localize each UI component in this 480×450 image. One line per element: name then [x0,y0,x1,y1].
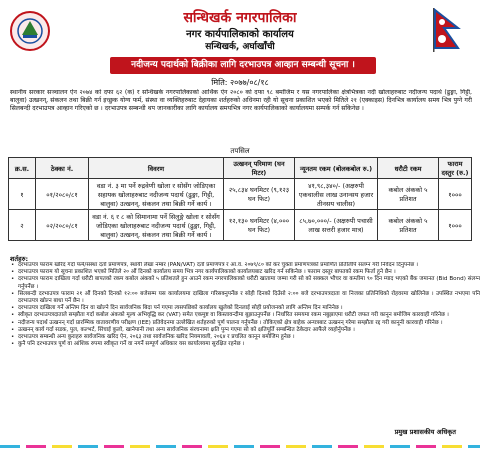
notice-date: मिति: २०७७/०८/१८ [211,78,269,87]
col-description: विवरण [89,158,224,179]
cell-description: वडा नं. ३ मा पर्ने रुद्रवेणी खोला र सोसँग जोडिएका सहायक खोलाहरुबाट नदीजन्य पदार्थ (ढुङ्गा, गिट्टी, बालुवा) उत्खनन्, संकलन तथा बिक्री गर्ने कार्य । [89,179,224,210]
signatory-title: प्रमुख प्रशासकीय अधिकृत [394,428,456,436]
condition-item: • कुनै पनि दरभाउपत्र पूर्ण वा आंशिक रुपमा स्वीकृत गर्ने वा नगर्ने सम्पूर्ण अधिकार यस कार्यालयमा सुरक्षित रहनेछ । [18,341,480,348]
nepal-flag-icon [432,8,462,52]
table-row [9,179,472,210]
condition-item: • सिलबन्दी दरभाउपत्र फाराम २१ औं दिनको दिनको १२:०० बजेसम्म यस कार्यालयमा दाखिला गरिसक्नुपर्नेछ र सोही दिनको दिउँसो २:०० बजे दरभाउपत्रदाता वा निजका प्रतिनिधिको रोहवरमा खोलिनेछ । उपस्थित नभएमा पनि दरभाउपत्र खोल्न बाधा पर्ने छैन । [18,291,480,305]
office-name: नगर कार्यपालिकाको कार्यालय [186,29,294,40]
cell-quantity: १२,१३० घनमिटर (४,००० घन फिट) [224,210,295,241]
cell-form-fee: १००० [439,179,472,210]
cell-minimum-amount: ४१,९८,३४०/- (अक्षरुपी एकचालीस लाख उनान्सय हजार तीनसय चालीस) [295,179,378,210]
condition-item: • नदीजन्य पदार्थ उत्खनन् गर्दा प्रारम्भिक वातावरणीय परीक्षण (IEE) प्रतिवेदनमा उल्लेखित शर्तहरुको पूर्ण पालना गर्नुपर्नेछ । तोकिएको क्षेत्र बाहेक अन्यत्रबाट उत्खनन् गरेमा सम्झौता रद्द गरी कानूनी कारवाही गरिनेछ । [18,320,480,327]
condition-item: • दरभाउपत्र सम्बन्धी अन्य कुराहरु सार्वजनिक खरिद ऐन, २०६३ तथा सार्वजनिक खरिद नियमावली, २०६४ र प्रचलित कानून बमोजिम हुनेछ । [18,334,480,341]
cell-deposit: कबोल अंकको ५ प्रतिशत [378,210,439,241]
cell-description: वडा नं. ६ र ८ को सिमानामा पर्ने सिलुङ्गे खोला र सोसँग जोडिएका खोलाहरुबाट नदीजन्य पदार्थ (ढुङ्गा, गिट्टी, बालुवा) उत्खनन्, संकलन तथा बिक्री गर्ने कार्य । [89,210,224,241]
cell-serial: १ [9,179,36,210]
condition-item: • दरभाउपत्र फाराम खरिद गर्दा फर्म/संस्था दर्ता प्रमाणपत्र, स्थायी लेखा नम्बर (PAN/VAT) दर्ता प्रमाणपत्र र आ.व. २०७९/८० को कर चुक्ता प्रमाणपत्रको प्रमाणित प्रतिलिपि संलग्न गरी निवेदन दिनुपर्नेछ । [18,262,480,269]
cell-contract-no: ०१/२०८०/८१ [36,179,89,210]
schedule-label: तपसिल [230,147,250,155]
notice-title-banner: नदीजन्य पदार्थको बिक्रीका लागि दरभाउपत्र आव्हान सम्बन्धी सूचना । [110,57,376,74]
cell-serial: २ [9,210,36,241]
tender-table-header [9,158,472,179]
cell-deposit: कबोल अंकको ५ प्रतिशत [378,179,439,210]
cell-contract-no: ०२/२०८०/८१ [36,210,89,241]
cell-minimum-amount: ८५,७०,०००/- (अक्षरुपी पचासी लाख सत्तरी हजार मात्र) [295,210,378,241]
condition-item: • स्वीकृत दरभाउपत्रदाताले सम्झौता गर्दा कबोल अंकको मूल्य अभिवृद्धि कर (VAT) समेत एकमुष्ट वा किस्तावन्दीमा बुझाउनुपर्नेछ । निर्धारित समयमा रकम नबुझाएमा धरौटी जफत गरी कानून बमोजिम कारवाही गरिनेछ । [18,312,480,319]
table-row [9,210,472,241]
office-address: सन्धिखर्क, अर्घाखाँची [205,42,275,52]
intro-paragraph: स्थानीय सरकार सञ्चालन ऐन २०७४ को दफा ६२ (क) र सन्धिखर्क नगरपालिकाको आर्थिक ऐन २०८० को दफा ९८ बमोजिम र यस नगरपालिका क्षेत्रभित्रका नदी खोलाहरुबाट नदीजन्य पदार्थ (ढुङ्गा, गिट्टी, बालुवा) उत्खनन्, संकलन तथा बिक्री गर्न इच्छुक योग्य फर्म, संस्था वा व्यक्तिहरुबाट देहायका शर्तहरुको अधिनमा रही यो सूचना प्रकाशित भएको मितिले २१ (एक्काइस) दिनभित्र कार्यालय समय भित्र पुग्ने गरी सिलबन्दी दरभाउपत्र आव्हान गरिएको छ । दरभाउपत्र सम्बन्धी थप जानकारीका लागि कार्यालय समयभित्र नगर कार्यपालिकाको कार्यालयमा सम्पर्क गर्न सकिनेछ । [10,89,472,112]
condition-item: • दरभाउपत्र फाराम यो सूचना प्रकाशित भएको मितिले २० औं दिनको कार्यालय समय भित्र नगर कार्यपालिकाको कार्यालयबाट खरिद गर्न सकिनेछ । फाराम दस्तुर बापतको रकम फिर्ता हुने छैन । [18,269,480,276]
cell-quantity: २५,८३४ घनमिटर (९,१२३ घन फिट) [224,179,295,210]
conditions-list [10,262,480,422]
condition-item: • उत्खनन् कार्य गर्दा सडक, पुल, कल्भर्ट, सिंचाई कुलो, खानेपानी तथा अन्य सार्वजनिक संरचनामा क्षति पुग्न गएमा सो को क्षतिपूर्ति सम्बन्धित ठेकेदार आफैंले व्यहोर्नुपर्नेछ । [18,327,480,334]
col-deposit: धरौटी रकम [378,158,439,179]
col-contract-no: ठेक्का नं. [36,158,89,179]
condition-item: • दरभाउपत्र फाराम दाखिला गर्दा धरौटी बापतको रकम कबोल अंकको ५ प्रतिशतले हुन आउने रकम नगरपालिकाको धरौटी खातामा जम्मा गरी सो को सक्कल भौचर वा कम्तीमा ९० दिन म्याद भएको बैंक जमानत (Bid Bond) संलग्न गर्नुपर्नेछ । [18,276,480,290]
col-serial: क्र.स. [9,158,36,179]
col-minimum-amount: न्यूनतम रकम (बोलकबोल रु.) [295,158,378,179]
notice-header [0,6,480,58]
col-quantity: उत्खनन् परिमाण (घन मिटर) [224,158,295,179]
col-form-fee: फाराम दस्तुर (रु.) [439,158,472,179]
conditions-heading: शर्तहरु: [10,255,29,263]
cell-form-fee: १००० [439,210,472,241]
tender-table [8,157,472,241]
print-color-strip [0,445,480,448]
municipality-title: सन्धिखर्क नगरपालिका [183,10,297,26]
condition-item: • दरभाउपत्र दाखिला गर्ने अन्तिम दिन वा खोल्ने दिन सार्वजनिक बिदा पर्न गएमा त्यसपछिको कार्यालय खुलेको दिनलाई सोही प्रयोजनको लागि अन्तिम दिन मानिनेछ । [18,305,480,312]
